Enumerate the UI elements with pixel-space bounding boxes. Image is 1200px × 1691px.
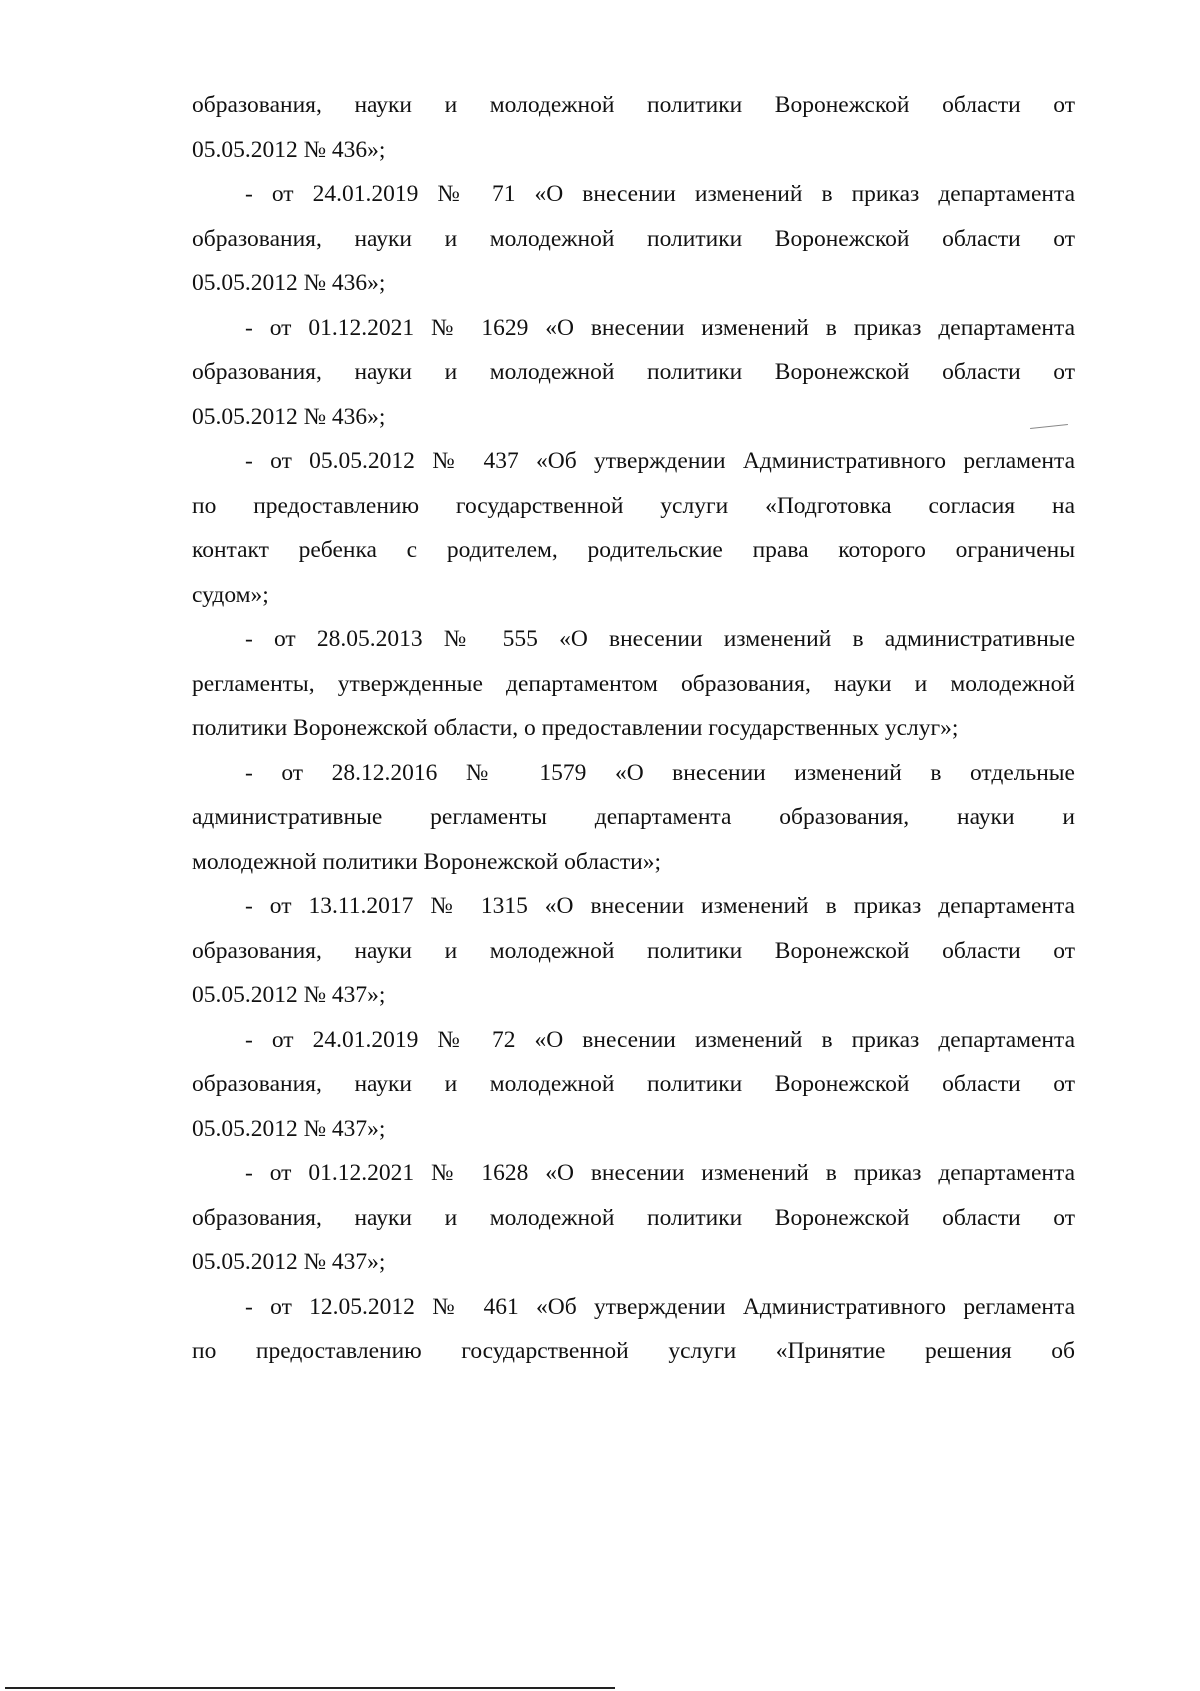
text-line: - от 28.12.2016 № 1579 «О внесении изменений в отдельные	[245, 759, 1075, 786]
text-line: 05.05.2012 № 436»;	[192, 270, 386, 296]
text-line: образования, науки и молодежной политики Воронежской области от	[192, 359, 1075, 385]
text-line: по предоставлению государственной услуги «Принятие решения об	[192, 1338, 1075, 1364]
text-line: - от 28.05.2013 № 555 «О внесении изменений в административные	[245, 626, 1075, 652]
text-line: 05.05.2012 № 437»;	[192, 982, 386, 1008]
text-line: контакт ребенка с родителем, родительские права которого ограничены	[192, 537, 1075, 563]
text-line: образования, науки и молодежной политики Воронежской области от	[192, 937, 1075, 964]
text-line: - от 24.01.2019 № 71 «О внесении изменений в приказ департамента	[245, 181, 1075, 207]
text-line: по предоставлению государственной услуги «Подготовка согласия на	[192, 492, 1075, 519]
text-line: - от 01.12.2021 № 1629 «О внесении изменений в приказ департамента	[245, 314, 1075, 341]
text-line: 05.05.2012 № 437»;	[192, 1115, 386, 1142]
text-line: образования, науки и молодежной политики Воронежской области от	[192, 92, 1075, 118]
text-line: молодежной политики Воронежской области»;	[192, 848, 661, 875]
text-line: - от 24.01.2019 № 72 «О внесении изменений в приказ департамента	[245, 1026, 1075, 1053]
text-line: образования, науки и молодежной политики Воронежской области от	[192, 225, 1075, 252]
text-line: 05.05.2012 № 436»;	[192, 403, 386, 430]
text-line: 05.05.2012 № 437»;	[192, 1249, 386, 1275]
text-line: образования, науки и молодежной политики Воронежской области от	[192, 1204, 1075, 1231]
bottom-rule	[5, 1687, 615, 1689]
text-line: административные регламенты департамента образования, науки и	[192, 804, 1075, 830]
text-line: - от 05.05.2012 № 437 «Об утверждении Административного регламента	[245, 448, 1075, 474]
text-line: регламенты, утвержденные департаментом образования, науки и молодежной	[192, 670, 1075, 697]
text-line: - от 13.11.2017 № 1315 «О внесении изменений в приказ департамента	[245, 893, 1075, 919]
text-line: 05.05.2012 № 436»;	[192, 136, 386, 163]
text-line: - от 12.05.2012 № 461 «Об утверждении Административного регламента	[245, 1293, 1075, 1320]
text-line: - от 01.12.2021 № 1628 «О внесении изменений в приказ департамента	[245, 1160, 1075, 1186]
text-line: политики Воронежской области, о предоставлении государственных услуг»;	[192, 715, 959, 741]
text-line: судом»;	[192, 581, 269, 608]
text-line: образования, науки и молодежной политики Воронежской области от	[192, 1071, 1075, 1097]
